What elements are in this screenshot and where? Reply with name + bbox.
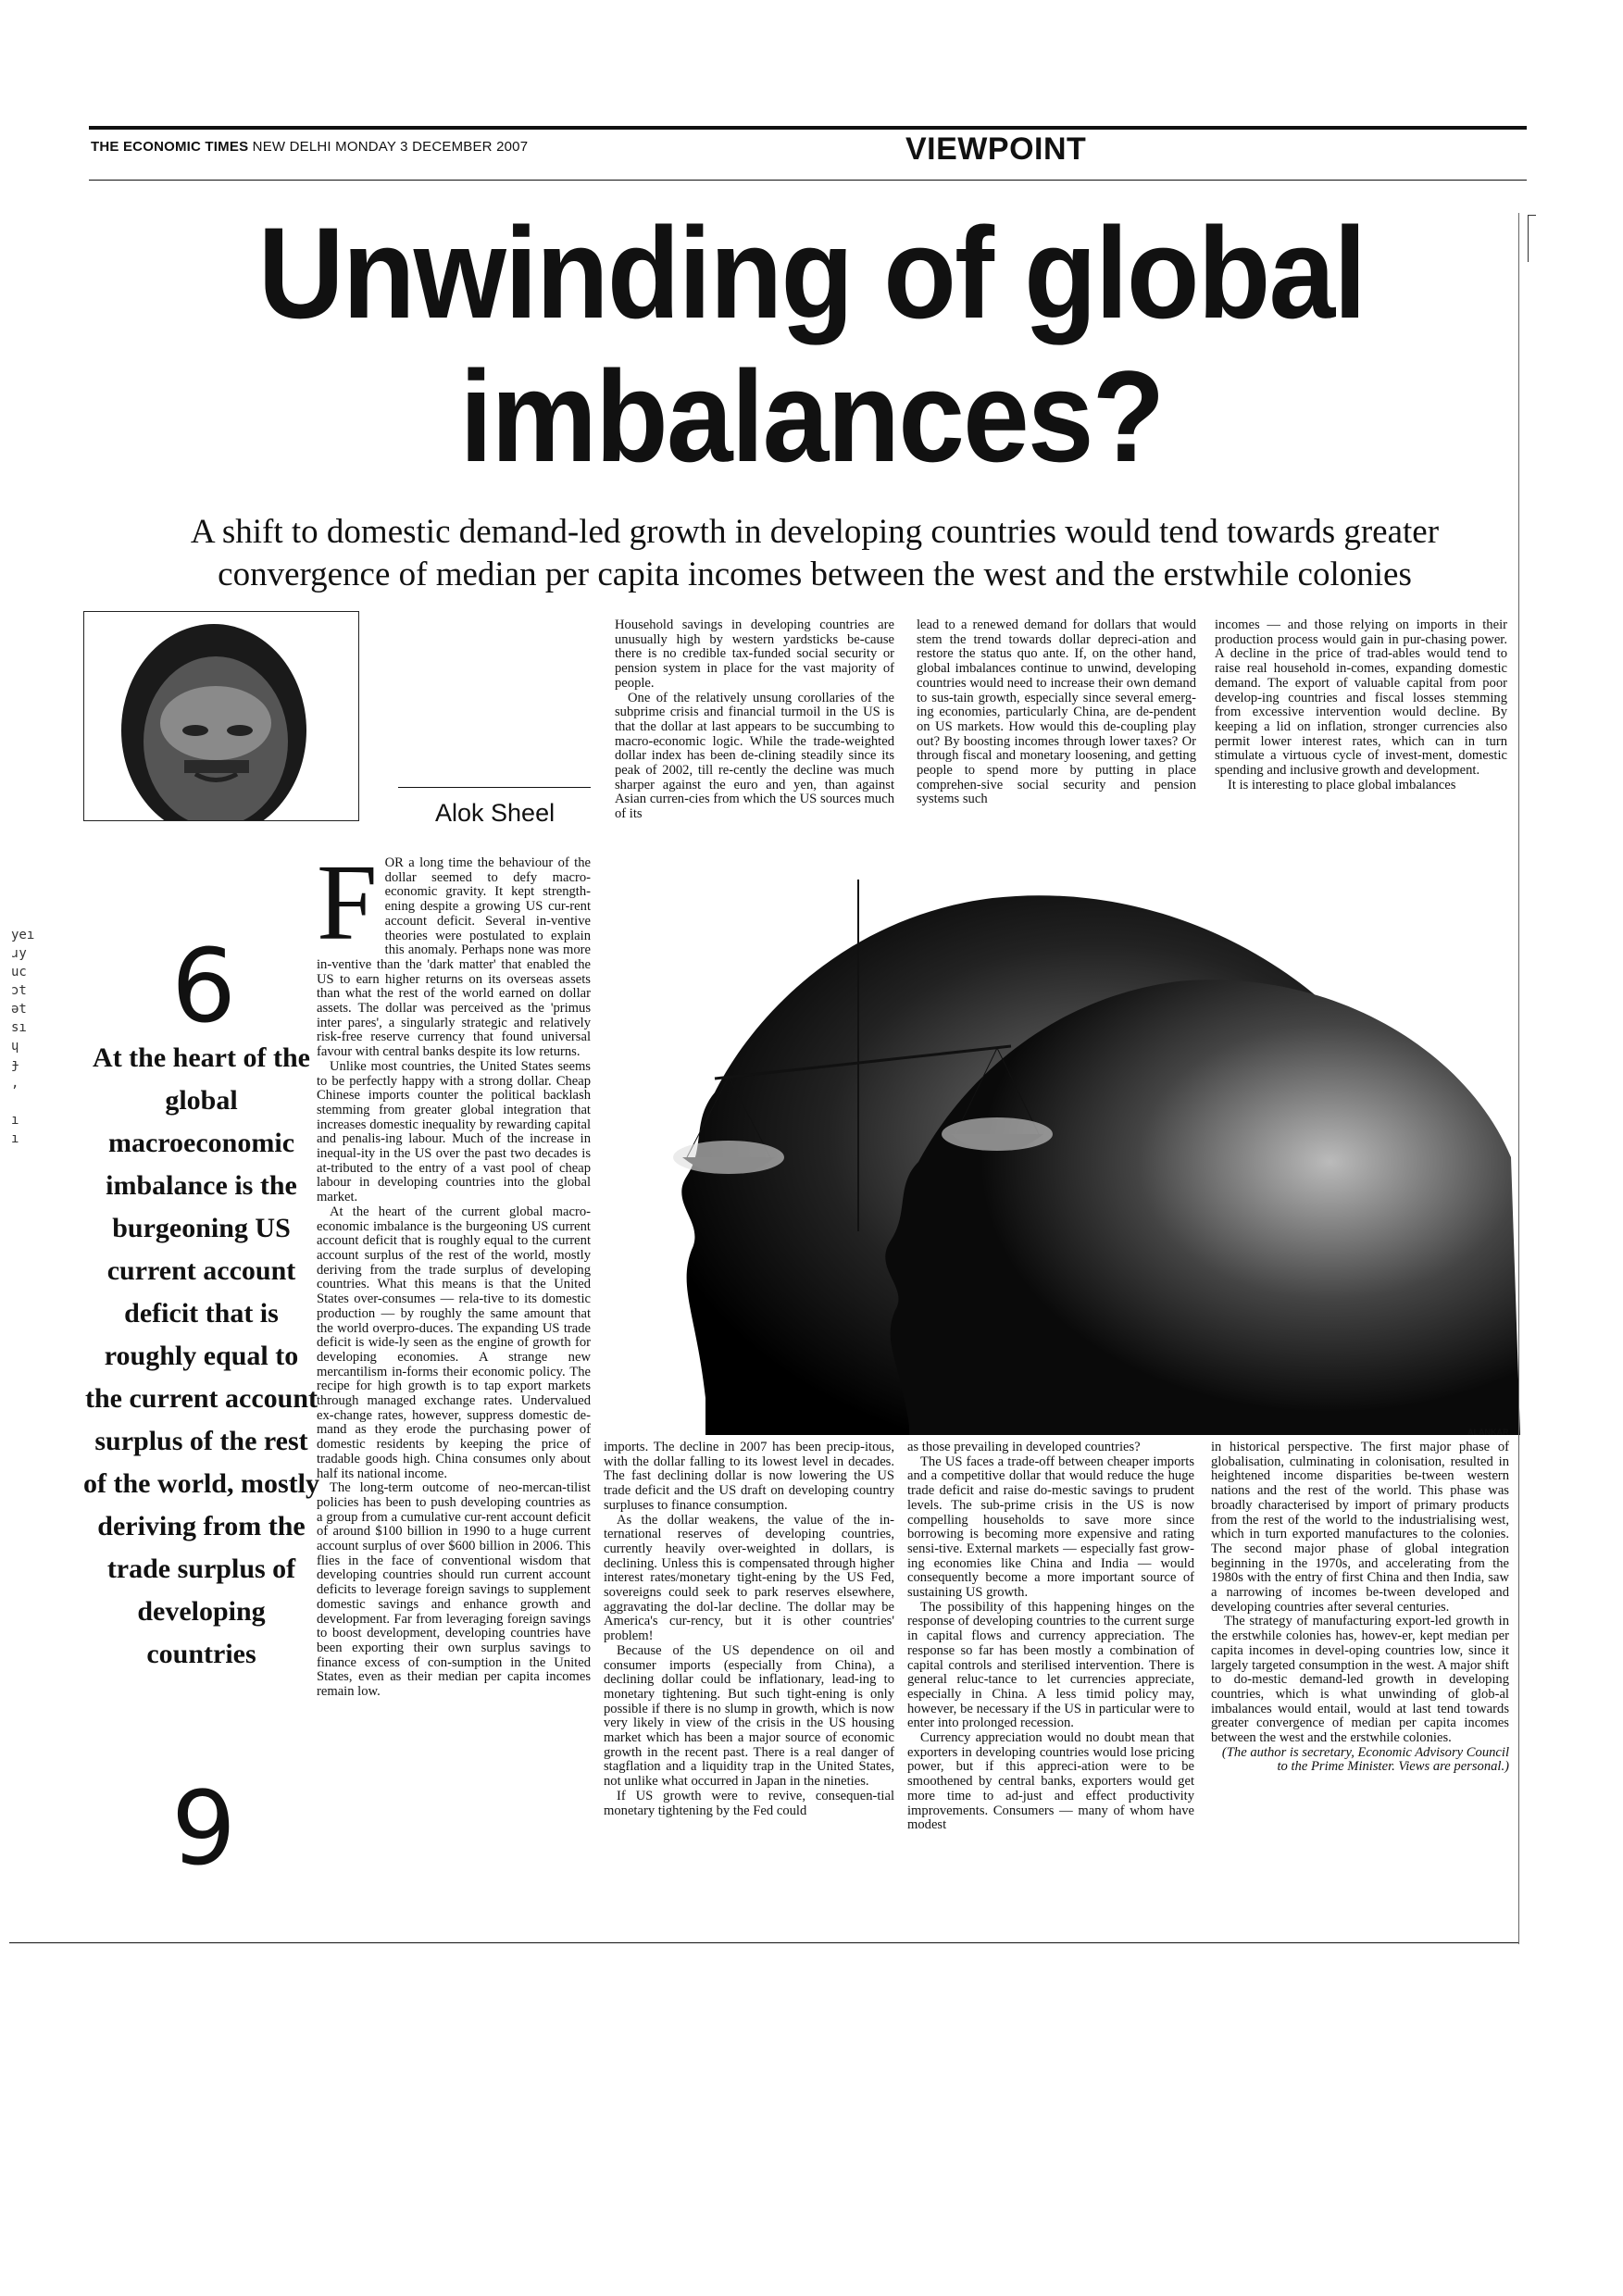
article-column-4-bottom xyxy=(1211,1441,1509,1775)
page-bottom-rule xyxy=(9,1942,1518,1943)
paragraph: Currency appreciation would no doubt mean that exporters in developing countries would lose pricing power, but if this appreci-ation were to be smoothened by central banks, exporters would get more time to ad-just and effect productivity improvements. Consumers — many of whom have modest xyxy=(907,1730,1194,1833)
paper-name: THE ECONOMIC TIMES xyxy=(91,139,249,155)
masthead-bottom-rule xyxy=(89,180,1527,181)
paragraph: The long-term outcome of neo-mercan-tilist policies has been to push developing countries as a group from a cumulative cur-rent account deficit of around $100 billion in 1990 to a huge current account surplus of over $600 billion in 2006. This flies in the face of conventional wisdom that developing countries should run current account deficits to leverage foreign savings to supplement domestic savings and enhance growth and development. Far from leveraging foreign savings to boost development, developing countries have been exporting their own surplus savings to finance excess of con-sumption in the United States, even as their median per capita incomes remain low. xyxy=(317,1480,591,1700)
close-quote-mark: 9 xyxy=(171,1769,236,1888)
paragraph: lead to a renewed demand for dollars that would stem the trend towards dollar depreci-ation and restore the status quo ante. If, on the other hand, global imbalances continue to unwind, developing countries would need to increase their own demand to sus-tain growth, especially since several emerg-ing economies, particularly China, are de-pendent on US markets. How would this de-coupling play out? By boosting incomes through lower taxes? Or through fiscal and monetary loosening, and getting people to spend more by putting in place comprehen-sive social security and pension systems such xyxy=(917,618,1196,807)
paragraph: incomes — and those relying on imports in their production process would gain in pur-chasing power. A decline in the price of trad-ables would tend to raise real household in-comes, expanding domestic demand. The export of valuable capital from poor develop-ing countries and fiscal losses stemming from excessive intervention would decline. By keeping a lid on inflation, stronger currencies also permit lower interest rates, which can in turn stimulate a virtuous cycle of invest-ment, domestic spending and inclusive growth and development. xyxy=(1215,618,1507,779)
article-column-3-bottom xyxy=(907,1441,1194,1833)
dateline: NEW DELHI MONDAY 3 DECEMBER 2007 xyxy=(252,139,529,155)
byline-rule xyxy=(398,787,591,788)
article-column-1 xyxy=(317,842,591,1700)
paragraph: Because of the US dependence on oil and consumer imports (especially from China), a declining dollar could be inflationary, lead-ing to monetary tightening. But such tight-ening is only possible if there is no slump in growth, which is now very likely in view of the crisis in the US housing market which has been a major source of economic growth in the recent past. There is a real danger of stagflation and a liquidity trap in the United States, not unlike what occurred in Japan in the nineties. xyxy=(604,1642,894,1790)
byline: Alok Sheel xyxy=(435,799,556,827)
masthead xyxy=(91,139,528,155)
paragraph: FOR a long time the behaviour of the dollar seemed to defy macro-economic gravity. It kept strength-ening despite a growing US cur-rent account deficit. Several in-ventive theories were postulated to explain this anomaly. Perhaps none was more in-ventive than the 'dark matter' that enabled the US to earn higher returns on its overseas assets than what the rest of the world earned on dollar assets. The dollar was perceived as the 'primus inter pares', a singularly strategic and relatively risk-free reserve currency that found universal favour with central banks despite its low returns. xyxy=(317,842,591,1060)
paragraph: The US faces a trade-off between cheaper imports and a competitive dollar that would reduce the huge trade deficit and raise do-mestic savings to prudent levels. The sub-prime crisis in the US is now compelling households to save more since borrowing is becoming more expensive and rating sensi-tive. External markets — especially fast grow-ing economies like China and India — would consequently become a more important source of sustaining US growth. xyxy=(907,1454,1194,1601)
margin-marks: yeı ɹy uc ɔt ət sı ɥ ɟ , ı ı xyxy=(11,928,35,1146)
deck-line-1: A shift to domestic demand-led growth in developing countries would tend towards greater xyxy=(190,513,1440,551)
paragraph: At the heart of the current global macro-economic imbalance is the burgeoning US current account deficit that is roughly equal to the current account surplus of the rest of the world, mostly deriving from the trade surplus of developing countries. What this means is that the United States over-consumes — rela-tive to its domestic production — by roughly the same amount that the world overpro-duces. The expanding US trade deficit is wide-ly seen as the engine of growth for developing economies. A strange new mercantilism in-forms their economic policy. The recipe for high growth is to tap export markets through managed exchange rates. Undervalued ex-change rates, however, suppress domestic de-mand as they erode the purchasing power of domestic residents by keeping the price of tradable goods high. China consumes only about half its national income. xyxy=(317,1204,591,1481)
illustration-credit: ALANKAR xyxy=(1467,1428,1509,1437)
paragraph: It is interesting to place global imbalances xyxy=(1228,777,1456,792)
author-note: (The author is secretary, Economic Advisory Council to the Prime Minister. Views are personal.) xyxy=(1221,1744,1509,1775)
masthead-top-rule xyxy=(89,126,1527,130)
paragraph: Unlike most countries, the United States seems to be perfectly happy with a strong dollar. Cheap Chinese imports counter the political backlash stemming from greater global integration that increases domestic inequality by rewarding capital and penalis-ing labour. Much of the increase in inequal-ity in the US over the past two decades is at-tributed to the entry of a vast pool of cheap labour in developing countries into the global market. xyxy=(317,1058,591,1205)
article-column-2-top xyxy=(615,618,894,822)
right-edge-rule xyxy=(1518,213,1519,1944)
paragraph: Household savings in developing countries are unusually high by western yardsticks be-cause there is no credible tax-funded social security or pension system in place for the vast majority of people. xyxy=(615,618,894,691)
headline-line-2: imbalances? xyxy=(459,343,1164,489)
paragraph: If US growth were to revive, consequen-tial monetary tightening by the Fed could xyxy=(604,1788,894,1818)
author-photo xyxy=(83,611,359,821)
paragraph: in historical perspective. The first major phase of globalisation, culminating in colonisation, resulted in heightened income disparities be-tween western nations and the rest of the world. This phase was broadly characterised by import of primary products from the rest of the world to the industrialising west, which in turn exported manufactures to the colonies. The second major phase of global integration beginning in the 1970s, and accelerating from the 1980s with the entry of first China and then India, saw a narrowing of incomes be-tween developed and developing countries after several centuries. xyxy=(1211,1440,1509,1615)
article-column-4-top xyxy=(1215,618,1507,792)
paragraph: As the dollar weakens, the value of the in-ternational reserves of developing countries, currently heavily over-weighted in dollars, is declining. Unless this is compensated through higher interest rates/monetary tight-ening by the US Fed, sovereigns could seek to park reserves elsewhere, aggravating the dol-lar decline. The dollar may be America's cur-rency, but it is other countries' problem! xyxy=(604,1512,894,1644)
paragraph: The strategy of manufacturing export-led growth in the erstwhile colonies has, howev-er, kept median per capita incomes in devel-oping countries low, since it largely targeted consumption in the west. A major shift to do-mestic demand-led growth in developing countries, which is what unwinding of glob-al imbalances would entail, would at last tend towards greater convergence of median per capita incomes between the west and the erstwhile colonies. xyxy=(1211,1614,1509,1746)
open-quote-mark: 6 xyxy=(171,927,236,1045)
deck-line-2: convergence of median per capita incomes between the west and the erstwhile colonies xyxy=(218,555,1412,593)
headline-line-1: Unwinding of global xyxy=(257,200,1366,345)
paragraph: One of the relatively unsung corollaries of the subprime crisis and financial turmoil in the US is that the dollar at last appears to be succumbing to macro-economic logic. While the trade-weighted dollar index has been de-clining steadily since its peak of 2002, till re-cently the decline was much sharper against the euro and yen, than against Asian curren-cies from which the US sources much of its xyxy=(615,690,894,822)
section-label: VIEWPOINT xyxy=(905,131,1087,167)
paragraph: imports. The decline in 2007 has been precip-itous, with the dollar falling to its lowest level in decades. The fast declining dollar is now lowering the US trade deficit and the US draft on developing country surpluses to finance consumption. xyxy=(604,1440,894,1513)
drop-cap: F xyxy=(317,842,378,963)
author-portrait-icon xyxy=(84,612,358,820)
scales-of-justice-faces-icon xyxy=(604,880,1520,1435)
pull-quote: At the heart of the global macroeconomic imbalance is the burgeoning US current account deficit that is roughly equal to the current account surplus of the rest of the world, mostly deriving from the trade surplus of developing countries xyxy=(83,1042,319,1669)
paragraph: as those prevailing in developed countries? xyxy=(907,1440,1141,1454)
illustration xyxy=(604,880,1520,1435)
deck xyxy=(88,511,1542,596)
paragraph: The possibility of this happening hinges on the response of developing countries to the current surge in capital flows and currency appreciation. The response so far has been mostly a combination of capital controls and sterilised intervention. There is general reluc-tance to let currencies appreciate, especially in China. A less timid policy may, however, be necessary if the US in particular were to enter into prolonged recession. xyxy=(907,1599,1194,1731)
article-column-3-top xyxy=(917,618,1196,807)
article-column-2-bottom xyxy=(604,1441,894,1818)
